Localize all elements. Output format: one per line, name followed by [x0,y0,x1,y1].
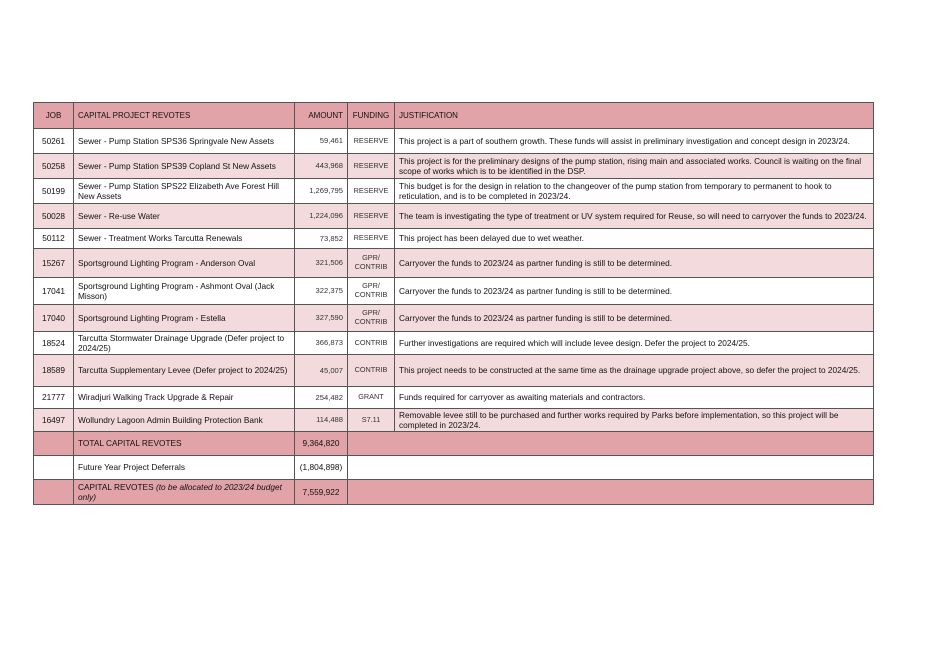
project-cell: Sewer - Treatment Works Tarcutta Renewals [74,229,295,249]
final-label: CAPITAL REVOTES [78,481,154,492]
job-cell: 18589 [34,355,74,387]
table-row [34,355,874,387]
funding-cell: CONTRIB [348,332,395,355]
job-cell: 21777 [34,387,74,409]
final-amount: 7,559,922 [295,480,348,505]
justification-cell: This project is for the preliminary designs of the pump station, rising main and associated works. Council is waiting on the final scope of works which is to be identified in the DSP. [395,154,874,179]
total-amount: 9,364,820 [295,432,348,456]
header-justification: JUSTIFICATION [395,103,874,129]
table-row [34,409,874,432]
project-cell: Sportsground Lighting Program - Estella [74,305,295,332]
job-cell: 15267 [34,249,74,278]
justification-cell: This budget is for the design in relation to the changeover of the pump station from temporary to permanent to hook to reticulation, and is to be completed in 2023/24. [395,179,874,204]
funding-cell: GPR/ CONTRIB [348,278,395,305]
job-cell: 50028 [34,204,74,229]
project-cell: Sewer - Re-use Water [74,204,295,229]
funding-cell: RESERVE [348,229,395,249]
header-project: CAPITAL PROJECT REVOTES [74,103,295,129]
deferrals-row [34,456,874,480]
funding-cell: GPR/ CONTRIB [348,249,395,278]
table-row [34,154,874,179]
amount-cell: 114,488 [295,409,348,432]
job-cell: 50261 [34,129,74,154]
deferrals-amount: (1,804,898) [295,456,348,480]
amount-cell: 321,506 [295,249,348,278]
amount-cell: 443,968 [295,154,348,179]
job-cell: 17040 [34,305,74,332]
project-cell: Sportsground Lighting Program - Anderson Oval [74,249,295,278]
justification-cell: Carryover the funds to 2023/24 as partner funding is still to be determined. [395,278,874,305]
project-cell: Sewer - Pump Station SPS39 Copland St New Assets [74,154,295,179]
justification-cell: The team is investigating the type of treatment or UV system required for Reuse, so will need to carryover the funds to 2023/24. [395,204,874,229]
total-label: TOTAL CAPITAL REVOTES [74,432,295,456]
table-row [34,305,874,332]
table-row [34,204,874,229]
justification-cell: Removable levee still to be purchased and further works required by Parks before implementation, so this project will be completed in 2023/24. [395,409,874,432]
job-cell: 50112 [34,229,74,249]
table-row [34,229,874,249]
funding-cell: GRANT [348,387,395,409]
amount-cell: 327,590 [295,305,348,332]
final-label-cell [74,480,295,505]
header-job: JOB [34,103,74,129]
total-row [34,432,874,456]
funding-cell: CONTRIB [348,355,395,387]
justification-cell: Carryover the funds to 2023/24 as partner funding is still to be determined. [395,249,874,278]
project-cell: Wiradjuri Walking Track Upgrade & Repair [74,387,295,409]
job-cell: 50199 [34,179,74,204]
funding-cell: RESERVE [348,179,395,204]
justification-cell: This project is a part of southern growth. These funds will assist in preliminary investigation and concept design in 2023/24. [395,129,874,154]
job-cell: 50258 [34,154,74,179]
job-cell: 18524 [34,332,74,355]
funding-cell: RESERVE [348,204,395,229]
project-cell: Tarcutta Stormwater Drainage Upgrade (Defer project to 2024/25) [74,332,295,355]
amount-cell: 1,269,795 [295,179,348,204]
table-row [34,249,874,278]
header-amount: AMOUNT [295,103,348,129]
project-cell: Sewer - Pump Station SPS22 Elizabeth Ave Forest Hill New Assets [74,179,295,204]
project-cell: Sewer - Pump Station SPS36 Springvale New Assets [74,129,295,154]
job-cell: 17041 [34,278,74,305]
justification-cell: Funds required for carryover as awaiting materials and contractors. [395,387,874,409]
header-funding: FUNDING [348,103,395,129]
amount-cell: 1,224,096 [295,204,348,229]
funding-cell: GPR/ CONTRIB [348,305,395,332]
project-cell: Wollundry Lagoon Admin Building Protection Bank [74,409,295,432]
project-cell: Sportsground Lighting Program - Ashmont Oval (Jack Misson) [74,278,295,305]
final-note: (to be allocated to 2023/24 budget only) [78,481,282,502]
table-row [34,179,874,204]
justification-cell: This project has been delayed due to wet weather. [395,229,874,249]
amount-cell: 59,461 [295,129,348,154]
justification-cell: This project needs to be constructed at the same time as the drainage upgrade project above, so defer the project to 2024/25. [395,355,874,387]
project-cell: Tarcutta Supplementary Levee (Defer project to 2024/25) [74,355,295,387]
capital-revotes-table [33,102,874,505]
justification-cell: Carryover the funds to 2023/24 as partner funding is still to be determined. [395,305,874,332]
final-revotes-row [34,480,874,505]
amount-cell: 366,873 [295,332,348,355]
funding-cell: RESERVE [348,154,395,179]
funding-cell: S7.11 [348,409,395,432]
table-row [34,278,874,305]
amount-cell: 322,375 [295,278,348,305]
amount-cell: 45,007 [295,355,348,387]
table-row [34,332,874,355]
job-cell: 16497 [34,409,74,432]
justification-cell: Further investigations are required which will include levee design. Defer the project to 2024/25. [395,332,874,355]
funding-cell: RESERVE [348,129,395,154]
deferrals-label: Future Year Project Deferrals [74,456,295,480]
table-row [34,129,874,154]
table-row [34,387,874,409]
amount-cell: 254,482 [295,387,348,409]
table-header-row [34,103,874,129]
amount-cell: 73,852 [295,229,348,249]
